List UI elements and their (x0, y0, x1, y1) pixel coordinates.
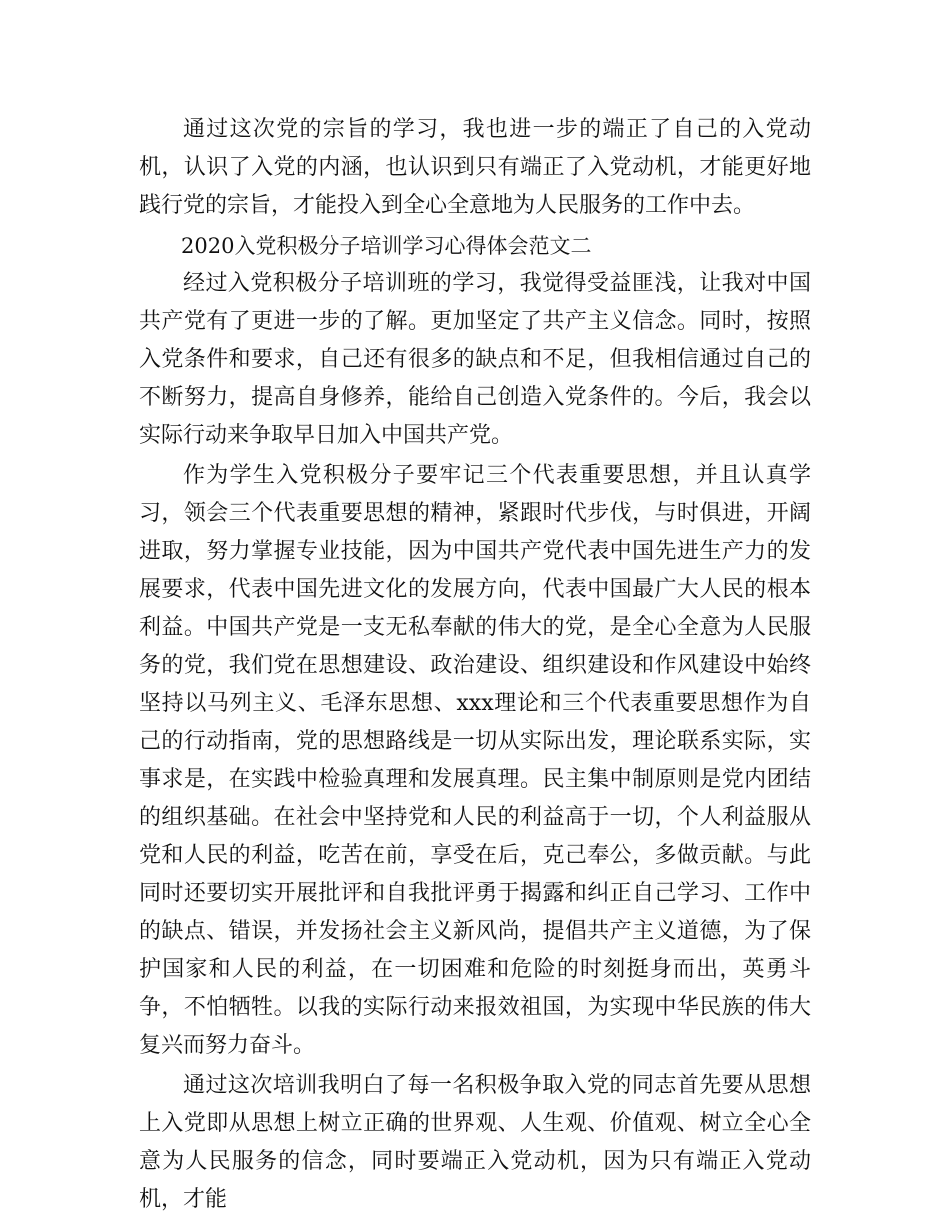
paragraph-4: 通过这次培训我明白了每一名积极争取入党的同志首先要从思想上入党即从思想上树立正确的世界观、人生观、价值观、树立全心全意为人民服务的信念，同时要端正入党动机，因为只有端正入党动机，才能 (139, 1073, 811, 1212)
section-heading: 2020入党积极分子培训学习心得体会范文二 (181, 234, 592, 258)
document-body (139, 111, 811, 1221)
paragraph-2: 经过入党积极分子培训班的学习，我觉得受益匪浅，让我对中国共产党有了更进一步的了解。更加坚定了共产主义信念。同时，按照入党条件和要求，自己还有很多的缺点和不足，但我相信通过自己的不断努力，提高自身修养，能给自己创造入党条件的。今后，我会以实际行动来争取早日加入中国共产党。 (139, 271, 811, 448)
paragraph-1: 通过这次党的宗旨的学习，我也进一步的端正了自己的入党动机，认识了入党的内涵，也认识到只有端正了入党动机，才能更好地践行党的宗旨，才能投入到全心全意地为人民服务的工作中去。 (139, 117, 811, 218)
paragraph-3: 作为学生入党积极分子要牢记三个代表重要思想，并且认真学习，领会三个代表重要思想的精神，紧跟时代步伐，与时俱进，开阔进取，努力掌握专业技能，因为中国共产党代表中国先进生产力的发展要求，代表中国先进文化的发展方向，代表中国最广大人民的根本利益。中国共产党是一支无私奉献的伟大的党，是全心全意为人民服务的党，我们党在思想建设、政治建设、组织建设和作风建设中始终坚持以马列主义、毛泽东思想、xxx理论和三个代表重要思想作为自己的行动指南，党的思想路线是一切从实际出发，理论联系实际，实事求是，在实践中检验真理和发展真理。民主集中制原则是党内团结的组织基础。在社会中坚持党和人民的利益高于一切，个人利益服从党和人民的利益，吃苦在前，享受在后，克己奉公，多做贡献。与此同时还要切实开展批评和自我批评勇于揭露和纠正自己学习、工作中的缺点、错误，并发扬社会主义新风尚，提倡共产主义道德，为了保护国家和人民的利益，在一切困难和危险的时刻挺身而出，英勇斗争，不怕牺牲。以我的实际行动来报效祖国，为实现中华民族的伟大复兴而努力奋斗。 (139, 463, 811, 1058)
